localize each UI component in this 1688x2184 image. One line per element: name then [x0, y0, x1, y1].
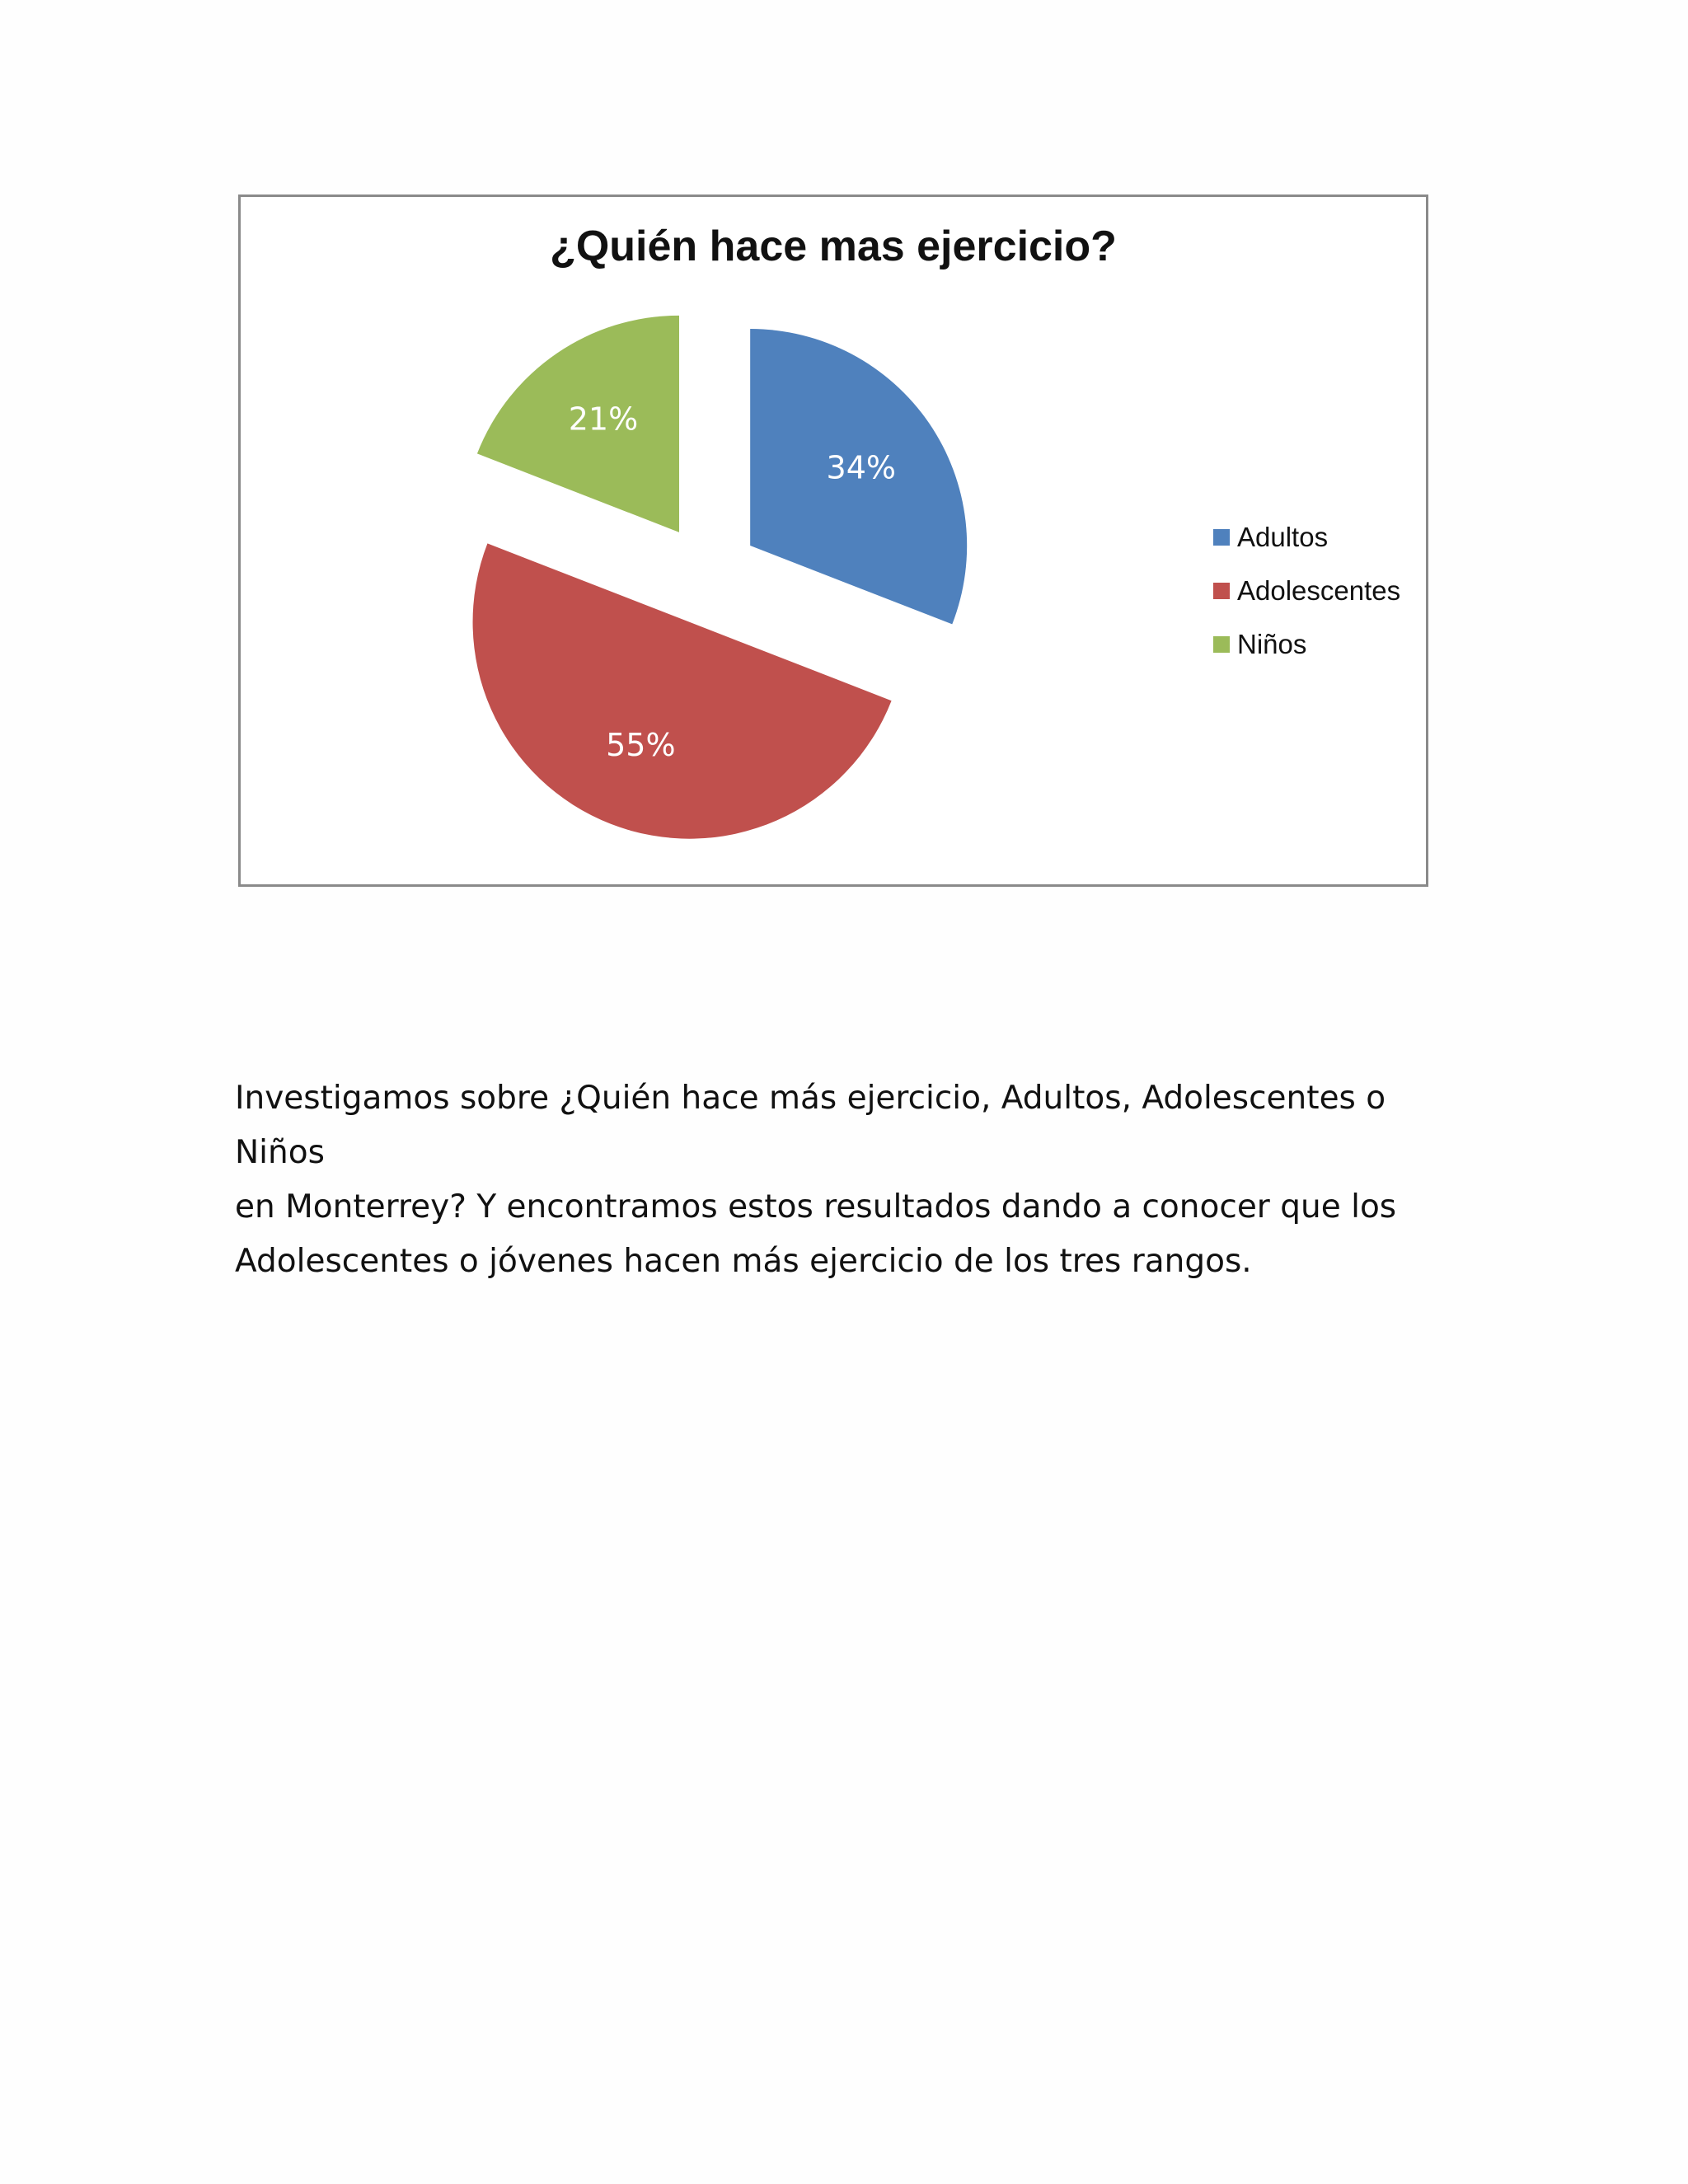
legend-label-adultos: Adultos [1237, 521, 1329, 552]
legend-swatch-adultos [1213, 529, 1230, 546]
pie-slice-adolescentes [473, 543, 892, 838]
chart-legend [1213, 510, 1400, 671]
legend-label-adolescentes: Adolescentes [1237, 574, 1401, 606]
pie-label-adolescentes: 55% [606, 727, 676, 764]
paragraph-line: Investigamos sobre ¿Quién hace más ejercicio, Adultos, Adolescentes o Niños [235, 1080, 1386, 1171]
legend-item-adultos [1213, 510, 1400, 564]
body-paragraph [235, 1071, 1471, 1289]
paragraph-line: en Monterrey? Y encontramos estos resultados dando a conocer que los [235, 1188, 1397, 1226]
pie-slices [473, 316, 968, 839]
legend-label-ninos: Niños [1237, 628, 1307, 659]
chart-title: ¿Quién hace mas ejercicio? [550, 223, 1117, 270]
pie-label-adultos: 34% [826, 449, 897, 486]
legend-item-adolescentes [1213, 564, 1400, 617]
legend-item-ninos [1213, 617, 1400, 671]
legend-swatch-ninos [1213, 636, 1230, 653]
paragraph-line: Adolescentes o jóvenes hacen más ejercicio de los tres rangos. [235, 1243, 1252, 1280]
pie-label-ninos: 21% [568, 401, 639, 438]
chart-frame [238, 194, 1428, 887]
legend-swatch-adolescentes [1213, 583, 1230, 599]
